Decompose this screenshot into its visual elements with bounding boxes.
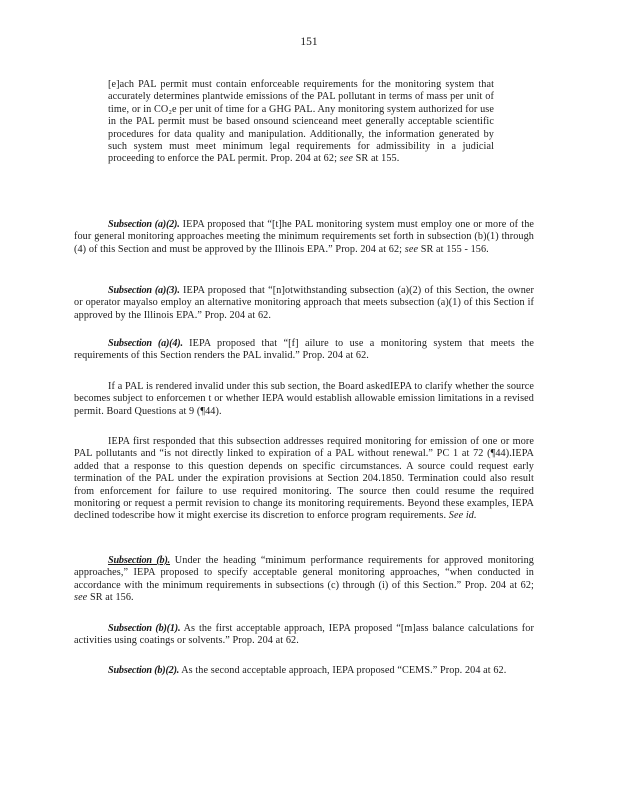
subsection-heading: Subsection (a)(2).: [108, 219, 180, 230]
subsection-heading: Subsection (a)(4).: [108, 338, 183, 349]
paragraph-subsection-a3: [74, 285, 534, 322]
quote-see: see: [339, 153, 353, 165]
quote-text: [e]ach PAL permit must contain enforceable requirements for the monitoring system that accurately determines plantwide emissions of the PAL pollutant in terms of mass per unit of time, or in CO₂e per unit of time for a GHG PAL. Any monitoring system authorized for use in the PAL permit must be based onsound scienceand meet generally acceptable scientific procedures for data quality and manipulation. Additionally, the information generated by such system must meet minimum legal requirements for admissibility in a judicial proceeding to enforce the PAL permit. Prop. 204 at 62;: [108, 79, 494, 165]
subsection-heading: Subsection (b)(2).: [108, 665, 180, 676]
paragraph-subsection-a4: [74, 338, 534, 363]
paragraph-body: IEPA first responded that this subsection addresses required monitoring for emission of one or more PAL pollutants and “is not directly linked to expiration of a PAL without renewal.” PC 1 at 72 (¶44).IEPA added that a response to this question depends on specific circumstances. A source could request early termination of the PAL under the expiration provisions at Section 204.1850. Termination could also result from enforcement for failure to use required monitoring. The source then could resume the required monitoring or request a permit revision to change its monitoring requirements. Beyond these examples, IEPA declined todescribe how it might exercise its discretion to enforce program requirements.: [74, 436, 534, 522]
paragraph-body: As the first acceptable approach, IEPA proposed “[m]ass balance calculations for activities using coatings or solvents.” Prop. 204 at 62.: [74, 623, 534, 647]
paragraph-iepa-response: [74, 436, 534, 523]
see-signal: See id.: [446, 510, 477, 522]
block-quote: [108, 79, 494, 166]
subsection-heading: Subsection (b).: [108, 555, 170, 566]
see-signal: see: [74, 592, 88, 604]
subsection-heading: Subsection (a)(3).: [108, 285, 180, 296]
paragraph-body: As the second acceptable approach, IEPA proposed “CEMS.” Prop. 204 at 62.: [179, 665, 507, 676]
paragraph-body: IEPA proposed that “[t]he PAL monitoring system must employ one or more of the four general monitoring approaches meeting the minimum requirements set forth in subsection (b)(1) through (4) of this Section and must be approved by the Illinois EPA.” Prop. 204 at 62;: [74, 219, 535, 255]
paragraph-body: IEPA proposed that “[f] ailure to use a monitoring system that meets the requirements of this Section renders the PAL invalid.” Prop. 204 at 62.: [74, 338, 534, 362]
subsection-heading: Subsection (b)(1).: [108, 623, 181, 634]
paragraph-tail: SR at 155 - 156.: [418, 243, 489, 255]
paragraph-tail: SR at 156.: [87, 592, 134, 604]
paragraph-subsection-a2: [74, 219, 534, 256]
page-number: 151: [300, 36, 318, 48]
paragraph-subsection-b1: [74, 623, 534, 648]
quote-tail: SR at 155.: [352, 153, 400, 165]
paragraph-subsection-b: [74, 555, 534, 605]
paragraph-body: Under the heading “minimum performance requirements for approved monitoring approaches,” IEPA proposed to specify acceptable general monitoring approaches, “when conducted in accordance with the minimum requirements in subsections (c) through (i) of this Section.” Prop. 204 at 62;: [74, 555, 535, 591]
paragraph-body: If a PAL is rendered invalid under this sub section, the Board askedIEPA to clarify whether the source becomes subject to enforcemen t or whether IEPA would establish allowable emission limitations in a revised permit. Board Questions at 9 (¶44).: [74, 381, 534, 417]
paragraph-invalid-pal: [74, 381, 534, 418]
see-signal: see: [404, 243, 419, 255]
paragraph-subsection-b2: [74, 665, 534, 677]
paragraph-body: IEPA proposed that “[n]otwithstanding subsection (a)(2) of this Section, the owner or operator mayalso employ an alternative monitoring approach that meets subsection (a)(1) of this Section if approved by the Illinois EPA.” Prop. 204 at 62.: [74, 285, 534, 321]
